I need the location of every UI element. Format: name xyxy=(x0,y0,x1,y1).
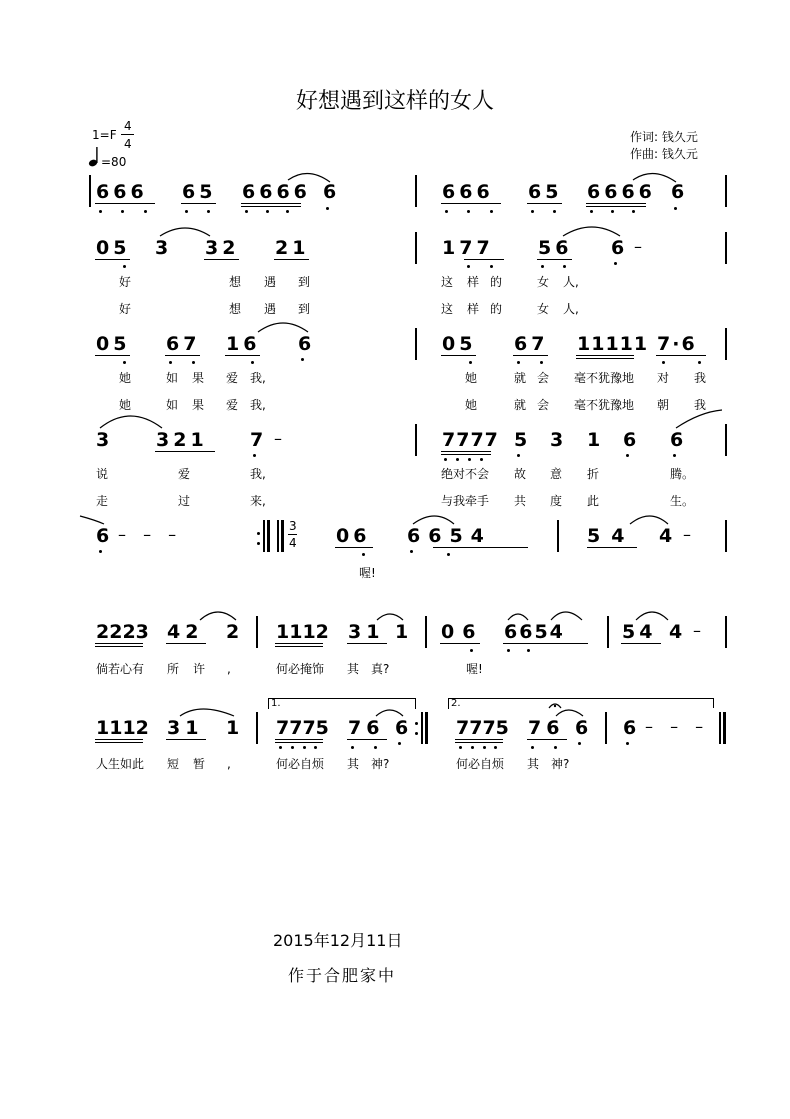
slur xyxy=(563,227,620,236)
note-group: 31 xyxy=(348,621,385,643)
slur xyxy=(288,173,330,182)
lyric: 何必自烦 xyxy=(276,757,325,771)
note-group: 3 xyxy=(96,429,114,451)
note-group: 1 xyxy=(226,717,244,739)
note-group: 6 xyxy=(395,717,413,739)
note-group: 1 xyxy=(395,621,413,643)
note-group: 11111 xyxy=(577,333,649,355)
lyric: 这 xyxy=(441,275,454,289)
note-group: 7777 xyxy=(442,429,499,451)
lyric: 短 xyxy=(167,757,180,771)
note-group: 3 xyxy=(550,429,568,451)
lyric: 其 xyxy=(347,757,360,771)
note-group: 16 xyxy=(226,333,261,355)
hold-dash: – xyxy=(274,429,282,448)
note-group: 177 xyxy=(442,237,494,259)
composition-date: 2015年12月11日 xyxy=(273,931,403,950)
fermata-dot xyxy=(554,705,556,707)
lyric: 样 xyxy=(467,275,480,289)
note-group: 6 xyxy=(623,429,641,451)
note-group: 4 xyxy=(659,525,677,547)
lyric: 果 xyxy=(192,398,205,412)
lyric: 会 xyxy=(537,371,550,385)
note-group: 1112 xyxy=(96,717,149,739)
slur xyxy=(180,709,234,716)
note-group: 21 xyxy=(275,237,310,259)
slur xyxy=(630,516,668,524)
composition-place: 作于合肥家中 xyxy=(288,966,397,985)
lyric: 人生如此 xyxy=(96,757,145,771)
key-signature: 1=F xyxy=(92,128,117,142)
lyric: 女 xyxy=(537,302,550,316)
tempo-marking: =80 xyxy=(101,155,127,169)
lyric: 与我牵手 xyxy=(441,494,490,508)
lyric: 故 xyxy=(514,467,527,481)
second-ending-number: 2. xyxy=(451,698,461,709)
lyric: 毫不犹豫地 xyxy=(574,398,635,412)
note-group: 67 xyxy=(514,333,549,355)
note-group: 5 xyxy=(514,429,532,451)
lyric: 她 xyxy=(465,371,478,385)
time-signature-top: 4 xyxy=(124,119,132,133)
lyric: 如 xyxy=(166,371,179,385)
composer: 作曲: 钱久元 xyxy=(630,147,698,161)
note-group: 7775 xyxy=(456,717,509,739)
lyric: 其 xyxy=(527,757,540,771)
note-group: 31 xyxy=(167,717,204,739)
lyric: 其 xyxy=(347,662,360,676)
note-group: 05 xyxy=(96,333,131,355)
slur xyxy=(676,410,722,428)
lyric: 走 xyxy=(96,494,109,508)
lyric: 喔! xyxy=(359,566,376,580)
lyric: 爱 xyxy=(226,371,239,385)
lyric: 意 xyxy=(550,467,563,481)
lyric: 遇 xyxy=(264,302,277,316)
note-group: 2 xyxy=(226,621,244,643)
lyric: 我 xyxy=(694,371,707,385)
note-group: 2223 xyxy=(96,621,149,643)
note-group: 54 xyxy=(587,525,636,547)
note-group: 6 xyxy=(670,429,688,451)
lyric: 的 xyxy=(490,302,503,316)
note-group: 1112 xyxy=(276,621,329,643)
slur xyxy=(100,416,162,428)
lyric: 所 xyxy=(167,662,180,676)
lyric: 神? xyxy=(371,757,390,771)
slur xyxy=(258,323,308,332)
lyric: 就 xyxy=(514,398,527,412)
note-group: 6666 xyxy=(242,181,311,203)
hold-dash: – – – xyxy=(118,525,183,544)
lyric: 此 xyxy=(587,494,600,508)
lyric: 她 xyxy=(119,371,132,385)
hold-dash: – xyxy=(693,621,701,640)
lyric: 何必掩饰 xyxy=(276,662,325,676)
slur xyxy=(413,516,454,524)
lyric: 来, xyxy=(250,494,266,508)
lyric: 腾。 xyxy=(670,467,695,481)
lyric: 人, xyxy=(563,302,579,316)
time-change-top: 3 xyxy=(289,519,297,533)
lyric: 这 xyxy=(441,302,454,316)
note-group: 6 xyxy=(575,717,593,739)
lyric: 她 xyxy=(119,398,132,412)
note-group: 65 xyxy=(182,181,217,203)
note-group: 56 xyxy=(538,237,573,259)
first-ending-number: 1. xyxy=(271,698,281,709)
lyric: 想 xyxy=(229,302,242,316)
note-group: 321 xyxy=(156,429,208,451)
note-group: 42 xyxy=(167,621,204,643)
note-group: 76 xyxy=(348,717,385,739)
lyric: 说 xyxy=(96,467,109,481)
lyric: 如 xyxy=(166,398,179,412)
lyric: 女 xyxy=(537,275,550,289)
slur xyxy=(376,710,403,716)
note-group: 666 xyxy=(96,181,148,203)
note-group: 54 xyxy=(622,621,657,643)
lyric: 爱 xyxy=(178,467,191,481)
note-group: 7 xyxy=(250,429,268,451)
lyricist: 作词: 钱久元 xyxy=(630,130,698,144)
lyric: 过 xyxy=(178,494,191,508)
lyric: 我, xyxy=(250,467,266,481)
lyric: 会 xyxy=(537,398,550,412)
lyric: 我, xyxy=(250,371,266,385)
note-group: 32 xyxy=(205,237,240,259)
note-group: 67 xyxy=(166,333,201,355)
lyric: 喔! xyxy=(466,662,483,676)
slur xyxy=(508,614,528,620)
lyric: , xyxy=(227,662,231,676)
slur xyxy=(160,228,210,236)
slur xyxy=(80,516,104,524)
lyric: 人, xyxy=(563,275,579,289)
lyric: 我, xyxy=(250,398,266,412)
note-group: 4 xyxy=(669,621,687,643)
lyric: 生。 xyxy=(670,494,695,508)
lyric: 就 xyxy=(514,371,527,385)
lyric: 共 xyxy=(514,494,527,508)
lyric: 对 xyxy=(657,371,670,385)
lyric: 她 xyxy=(465,398,478,412)
lyric: 到 xyxy=(298,302,311,316)
hold-dash: – – – xyxy=(645,717,710,736)
song-title: 好想遇到这样的女人 xyxy=(295,89,494,114)
note-group: 3 xyxy=(155,237,173,259)
slur xyxy=(633,173,676,182)
note-group: 6 xyxy=(96,525,114,547)
lyric: 样 xyxy=(467,302,480,316)
lyric: 许 xyxy=(193,662,206,676)
slur xyxy=(556,710,583,716)
lyric: 遇 xyxy=(264,275,277,289)
lyric: , xyxy=(227,757,231,771)
lyric: 绝对不会 xyxy=(441,467,490,481)
note-group: 06 xyxy=(441,621,484,643)
note-group: 06 xyxy=(336,525,371,547)
hold-dash: – xyxy=(683,525,691,544)
note-group: 7·6 xyxy=(657,333,697,355)
note-group: 6654 xyxy=(407,525,492,547)
lyric: 神? xyxy=(551,757,570,771)
time-signature-bottom: 4 xyxy=(124,137,132,151)
lyric: 何必自烦 xyxy=(456,757,505,771)
slur xyxy=(551,612,582,620)
lyric: 度 xyxy=(550,494,563,508)
note-group: 65 xyxy=(528,181,563,203)
note-group: 7775 xyxy=(276,717,329,739)
time-change-bottom: 4 xyxy=(289,536,297,550)
note-group: 6 xyxy=(623,717,641,739)
note-group: 6 xyxy=(323,181,341,203)
note-group: 6 xyxy=(611,237,629,259)
lyric: 到 xyxy=(298,275,311,289)
note-group: 666 xyxy=(442,181,494,203)
lyric: 我 xyxy=(694,398,707,412)
lyric: 折 xyxy=(587,467,600,481)
note-group: 6666 xyxy=(587,181,656,203)
lyric: 真? xyxy=(371,662,390,676)
lyric: 暂 xyxy=(193,757,206,771)
lyric: 想 xyxy=(229,275,242,289)
note-group: 05 xyxy=(96,237,131,259)
lyric: 好 xyxy=(119,275,132,289)
note-group: 05 xyxy=(442,333,477,355)
note-group: 6654 xyxy=(504,621,565,643)
lyric: 爱 xyxy=(226,398,239,412)
lyric: 倘若心有 xyxy=(96,662,145,676)
slur xyxy=(200,612,236,620)
slur xyxy=(636,612,668,620)
note-group: 6 xyxy=(671,181,689,203)
note-group: 6 xyxy=(298,333,316,355)
lyric: 好 xyxy=(119,302,132,316)
lyric: 毫不犹豫地 xyxy=(574,371,635,385)
lyric: 果 xyxy=(192,371,205,385)
hold-dash: – xyxy=(634,237,642,256)
note-group: 1 xyxy=(587,429,605,451)
note-group: 76 xyxy=(528,717,565,739)
lyric: 朝 xyxy=(657,398,670,412)
slur xyxy=(377,614,403,620)
lyric: 的 xyxy=(490,275,503,289)
